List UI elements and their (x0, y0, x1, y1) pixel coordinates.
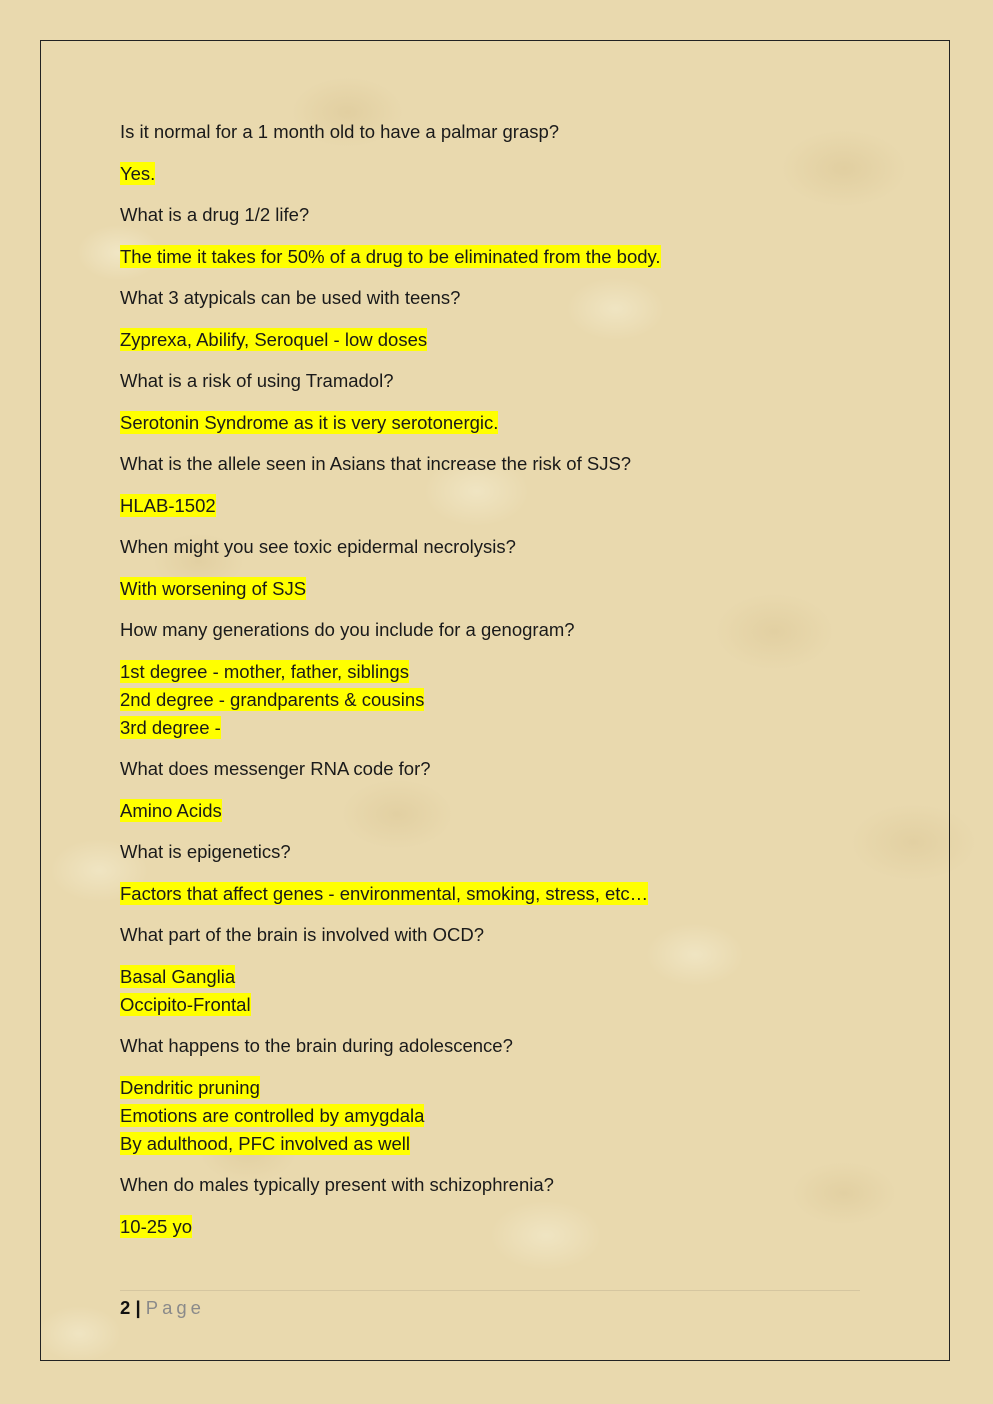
answer-highlight: With worsening of SJS (120, 577, 307, 599)
answer-highlight: Serotonin Syndrome as it is very serotonergic. (120, 411, 499, 433)
answer-highlight: 3rd degree - (120, 716, 221, 738)
qa-item (120, 1032, 880, 1158)
answer-block (120, 409, 880, 437)
answer-highlight: Dendritic pruning (120, 1076, 260, 1098)
question-text: What 3 atypicals can be used with teens? (120, 287, 461, 308)
answer-highlight: 1st degree - mother, father, siblings (120, 660, 409, 682)
answer-block (120, 243, 880, 271)
answer-highlight: Emotions are controlled by amygdala (120, 1104, 425, 1126)
page-label: Page (145, 1297, 205, 1318)
answer-highlight: Basal Ganglia (120, 965, 236, 987)
answer-highlight: HLAB-1502 (120, 494, 216, 516)
answer-block (120, 1074, 880, 1158)
qa-item (120, 616, 880, 742)
answer-highlight: Factors that affect genes - environmental, smoking, stress, etc… (120, 882, 649, 904)
question-text: When might you see toxic epidermal necrolysis? (120, 536, 516, 557)
footer-divider (120, 1290, 860, 1291)
qa-item (120, 118, 880, 188)
answer-block (120, 160, 880, 188)
question-text: What is a risk of using Tramadol? (120, 370, 394, 391)
document-body (120, 118, 880, 1254)
question-text: What part of the brain is involved with OCD? (120, 924, 484, 945)
answer-highlight: Yes. (120, 162, 156, 184)
answer-block (120, 880, 880, 908)
answer-block (120, 963, 880, 1019)
qa-item (120, 533, 880, 603)
qa-item (120, 838, 880, 908)
answer-highlight: Zyprexa, Abilify, Seroquel - low doses (120, 328, 428, 350)
answer-block (120, 658, 880, 742)
answer-block (120, 797, 880, 825)
qa-item (120, 755, 880, 825)
qa-item (120, 367, 880, 437)
qa-item (120, 921, 880, 1019)
answer-block (120, 1213, 880, 1241)
page-separator: | (135, 1297, 141, 1318)
answer-block (120, 326, 880, 354)
question-text: What is the allele seen in Asians that increase the risk of SJS? (120, 453, 632, 474)
question-text: Is it normal for a 1 month old to have a palmar grasp? (120, 121, 560, 142)
answer-highlight: Occipito-Frontal (120, 993, 251, 1015)
page-number: 2 (120, 1297, 131, 1318)
qa-item (120, 450, 880, 520)
question-text: What is a drug 1/2 life? (120, 204, 310, 225)
page-footer (120, 1294, 205, 1322)
question-text: When do males typically present with schizophrenia? (120, 1174, 554, 1195)
question-text: What is epigenetics? (120, 841, 291, 862)
answer-highlight: The time it takes for 50% of a drug to be eliminated from the body. (120, 245, 661, 267)
qa-item (120, 201, 880, 271)
question-text: What happens to the brain during adolescence? (120, 1035, 513, 1056)
qa-item (120, 284, 880, 354)
answer-block (120, 575, 880, 603)
question-text: What does messenger RNA code for? (120, 758, 431, 779)
question-text: How many generations do you include for a genogram? (120, 619, 575, 640)
answer-highlight: By adulthood, PFC involved as well (120, 1132, 410, 1154)
answer-highlight: Amino Acids (120, 799, 222, 821)
answer-block (120, 492, 880, 520)
qa-item (120, 1171, 880, 1241)
answer-highlight: 2nd degree - grandparents & cousins (120, 688, 425, 710)
answer-highlight: 10-25 yo (120, 1215, 192, 1237)
